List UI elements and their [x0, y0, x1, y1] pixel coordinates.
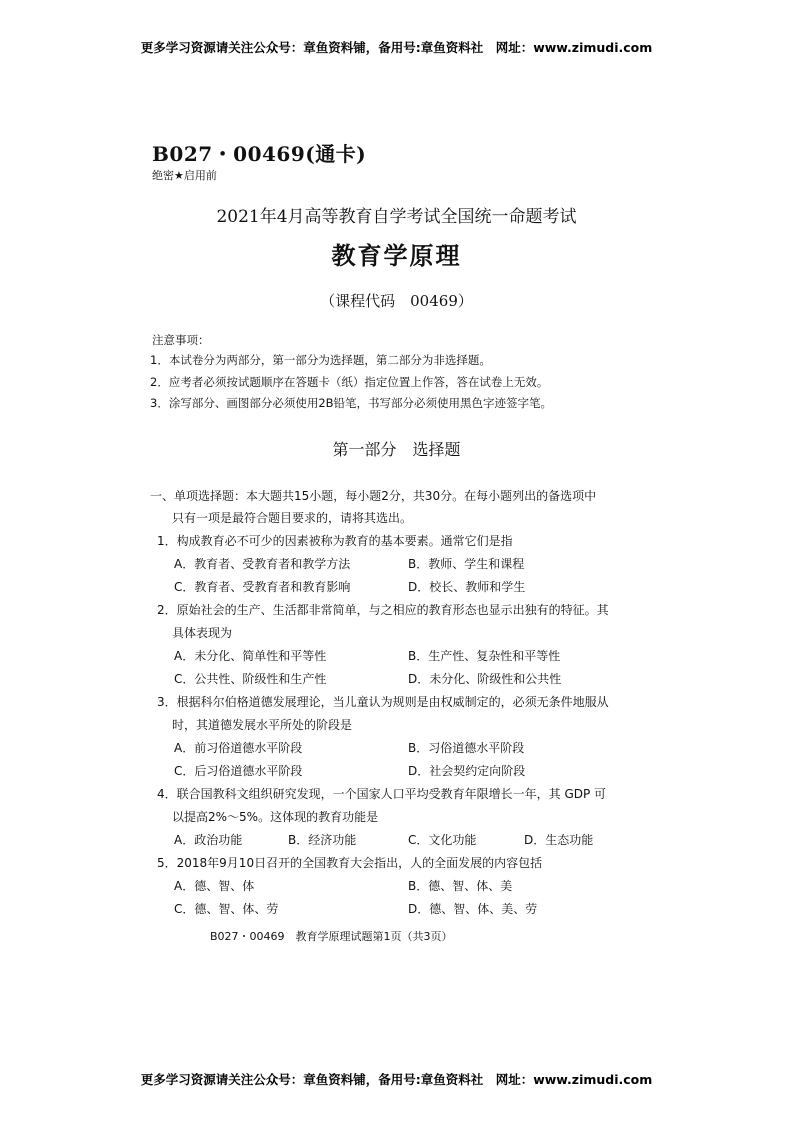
question-stem: 以提高2%～5%。这体现的教育功能是: [172, 810, 379, 824]
page-footer: B027・00469 教育学原理试题第1页（共3页）: [210, 930, 453, 943]
question-stem: 具体表现为: [172, 626, 233, 640]
option: C．教育者、受教育者和教育影响: [174, 580, 351, 594]
option: B．德、智、体、美: [408, 879, 513, 893]
option: C．公共性、阶级性和生产性: [174, 672, 327, 686]
secret-label: 绝密★启用前: [152, 169, 217, 182]
option: B．生产性、复杂性和平等性: [408, 649, 561, 663]
exam-title: 2021年4月高等教育自学考试全国统一命题考试: [216, 207, 577, 227]
question-stem: 时，其道德发展水平所处的阶段是: [172, 718, 353, 732]
question-stem: 3．根据科尔伯格道德发展理论，当儿童认为规则是由权威制定的，必须无条件地服从: [157, 695, 609, 709]
note-item: 3．涂写部分、画图部分必须使用2B铅笔，书写部分必须使用黑色字迹签字笔。: [150, 396, 553, 410]
option: D．生态功能: [524, 833, 594, 847]
option: A．教育者、受教育者和教学方法: [174, 557, 351, 571]
question-stem: 5．2018年9月10日召开的全国教育大会指出，人的全面发展的内容包括: [157, 856, 543, 870]
subject-title: 教育学原理: [331, 241, 462, 270]
option: B．教师、学生和课程: [408, 557, 525, 571]
note-item: 2．应考者必须按试题顺序在答题卡（纸）指定位置上作答，答在试卷上无效。: [150, 375, 549, 389]
question-stem: 1．构成教育必不可少的因素被称为教育的基本要素。通常它们是指: [157, 534, 513, 548]
option: C．后习俗道德水平阶段: [174, 764, 303, 778]
option: A．德、智、体: [174, 879, 255, 893]
option: B．经济功能: [288, 833, 357, 847]
section-instruction: 只有一项是最符合题目要求的，请将其选出。: [172, 511, 413, 525]
question-stem: 4．联合国教科文组织研究发现，一个国家人口平均受教育年限增长一年，其 GDP 可: [157, 787, 607, 801]
paper-code: B027・00469(通卡): [152, 142, 367, 166]
option: D．社会契约定向阶段: [408, 764, 526, 778]
option: D．校长、教师和学生: [408, 580, 526, 594]
option: A．前习俗道德水平阶段: [174, 741, 303, 755]
option: B．习俗道德水平阶段: [408, 741, 525, 755]
option: C．德、智、体、劳: [174, 902, 279, 916]
question-stem: 2．原始社会的生产、生活都非常简单，与之相应的教育形态也显示出独有的特征。其: [157, 603, 609, 617]
option: D．未分化、阶级性和公共性: [408, 672, 562, 686]
part-title: 第一部分 选择题: [332, 440, 461, 459]
note-item: 1．本试卷分为两部分，第一部分为选择题，第二部分为非选择题。: [150, 353, 491, 367]
option: D．德、智、体、美、劳: [408, 902, 538, 916]
option: A．未分化、简单性和平等性: [174, 649, 327, 663]
option: A．政治功能: [174, 833, 243, 847]
section-instruction: 一、单项选择题：本大题共15小题，每小题2分，共30分。在每小题列出的备选项中: [150, 489, 597, 503]
banner-bottom: 更多学习资源请关注公众号：章鱼资料铺，备用号:章鱼资料社 网址：www.zimudi.com: [140, 1072, 653, 1087]
course-code: （课程代码 00469）: [320, 292, 473, 310]
option: C．文化功能: [408, 833, 477, 847]
banner-top: 更多学习资源请关注公众号：章鱼资料铺，备用号:章鱼资料社 网址：www.zimudi.com: [140, 40, 653, 55]
notes-title: 注意事项：: [152, 333, 210, 347]
